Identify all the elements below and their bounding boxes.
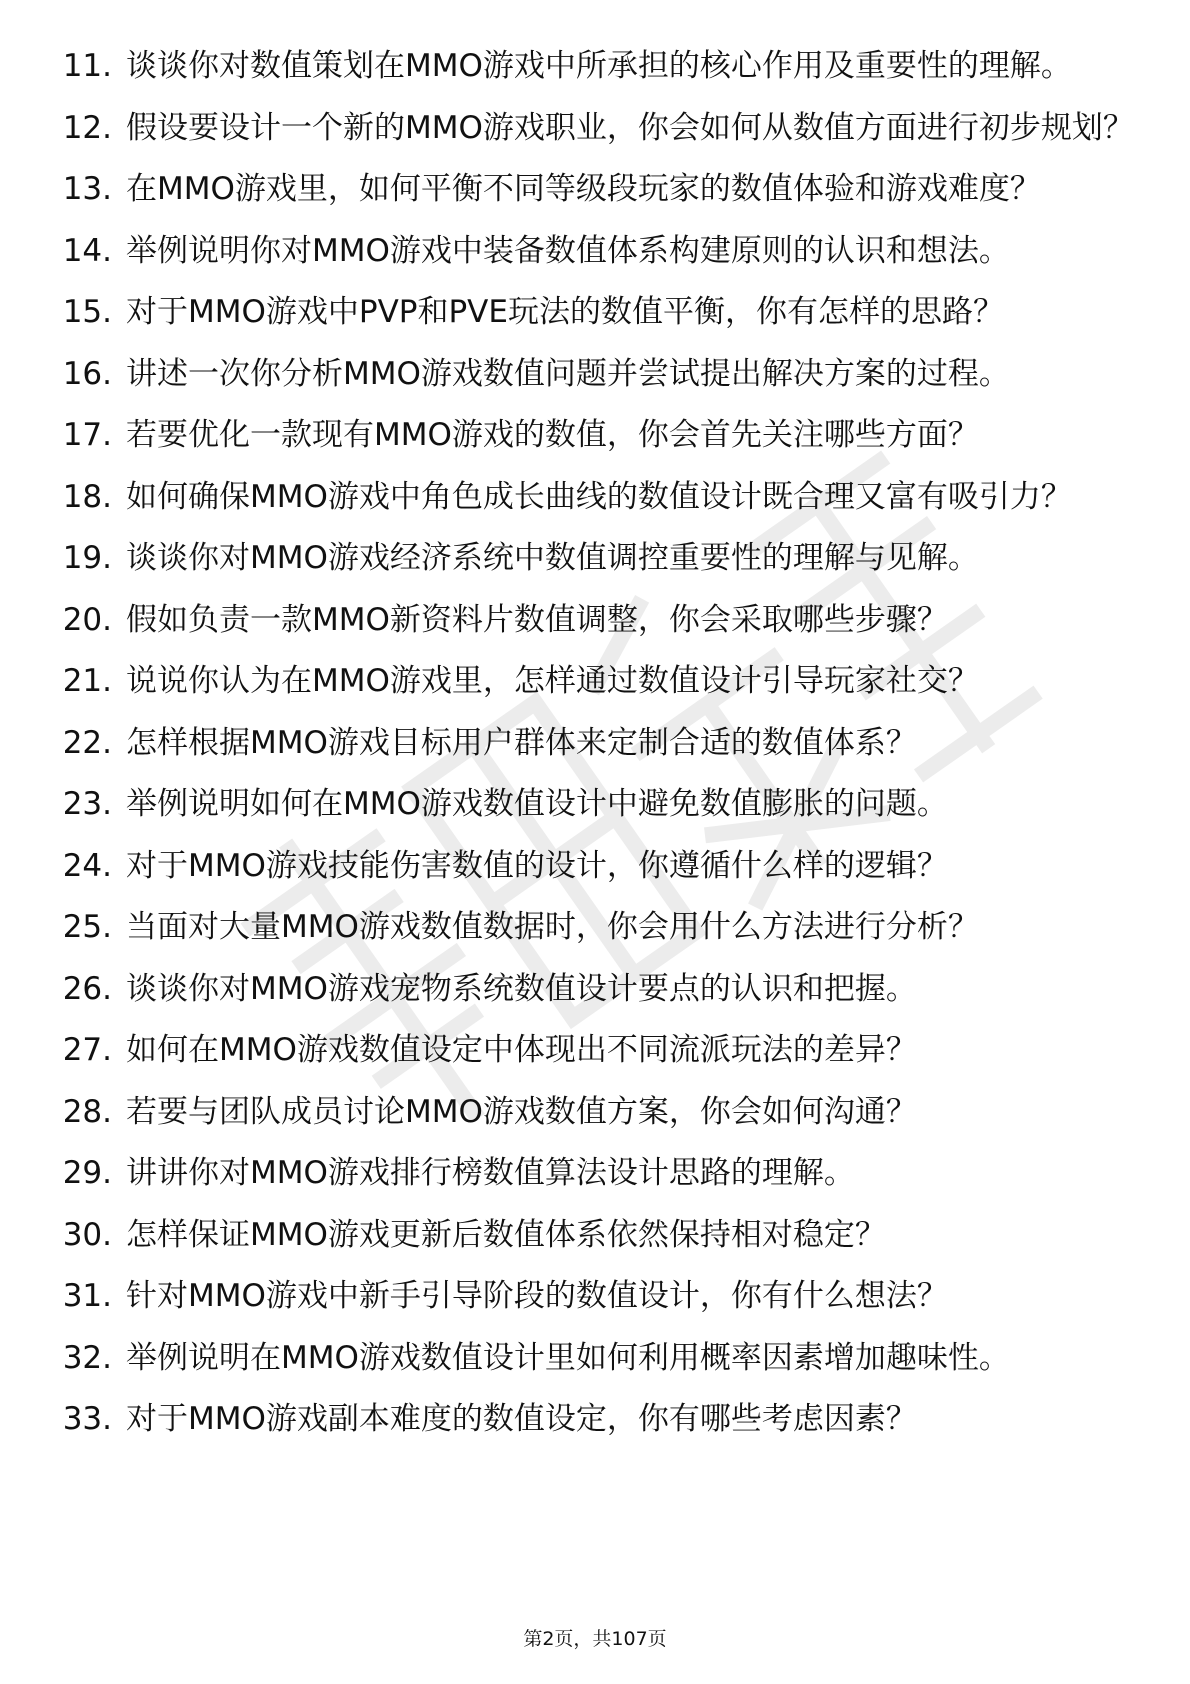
question-number: 20. bbox=[62, 601, 112, 638]
question-text: 举例说明你对MMO游戏中装备数值体系构建原则的认识和想法。 bbox=[126, 232, 1010, 269]
question-number: 25. bbox=[62, 909, 112, 945]
question-item bbox=[54, 477, 1144, 517]
question-text: 假设要设计一个新的MMO游戏职业，你会如何从数值方面进行初步规划？ bbox=[126, 109, 1134, 146]
question-number: 19. bbox=[62, 540, 112, 576]
question-number: 23. bbox=[62, 786, 112, 822]
question-item bbox=[54, 538, 1144, 578]
question-text: 说说你认为在MMO游戏里，怎样通过数值设计引导玩家社交？ bbox=[126, 663, 979, 699]
question-number: 22. bbox=[62, 724, 112, 761]
question-number: 18. bbox=[62, 478, 112, 515]
question-text: 对于MMO游戏中PVP和PVE玩法的数值平衡，你有怎样的思路？ bbox=[126, 294, 1004, 330]
question-item bbox=[54, 354, 1144, 394]
question-item bbox=[54, 600, 1144, 640]
question-item bbox=[54, 292, 1144, 332]
question-number: 21. bbox=[62, 663, 112, 699]
question-item bbox=[54, 231, 1144, 271]
question-text: 举例说明在MMO游戏数值设计里如何利用概率因素增加趣味性。 bbox=[126, 1339, 1010, 1376]
question-text: 在MMO游戏里，如何平衡不同等级段玩家的数值体验和游戏难度？ bbox=[126, 171, 1041, 207]
question-item bbox=[54, 1153, 1144, 1193]
question-text: 怎样保证MMO游戏更新后数值体系依然保持相对稳定？ bbox=[126, 1216, 886, 1253]
question-text: 举例说明如何在MMO游戏数值设计中避免数值膨胀的问题。 bbox=[126, 786, 948, 822]
question-number: 15. bbox=[62, 294, 112, 330]
question-number: 29. bbox=[62, 1155, 112, 1191]
question-text: 怎样根据MMO游戏目标用户群体来定制合适的数值体系？ bbox=[126, 724, 917, 761]
question-number: 16. bbox=[62, 355, 112, 392]
question-item bbox=[54, 1338, 1144, 1378]
question-number: 27. bbox=[62, 1032, 112, 1068]
question-text: 讲述一次你分析MMO游戏数值问题并尝试提出解决方案的过程。 bbox=[126, 355, 1010, 392]
question-item bbox=[54, 1276, 1144, 1316]
question-text: 假如负责一款MMO新资料片数值调整，你会采取哪些步骤？ bbox=[126, 601, 948, 638]
question-number: 17. bbox=[62, 417, 112, 453]
question-item bbox=[54, 846, 1144, 886]
question-number: 28. bbox=[62, 1093, 112, 1130]
question-text: 谈谈你对MMO游戏宠物系统数值设计要点的认识和把握。 bbox=[126, 970, 917, 1007]
question-text: 若要优化一款现有MMO游戏的数值，你会首先关注哪些方面？ bbox=[126, 417, 979, 453]
page-footer: 第2页，共107页 bbox=[523, 1628, 667, 1650]
question-text: 对于MMO游戏副本难度的数值设定，你有哪些考虑因素？ bbox=[126, 1401, 917, 1437]
question-number: 11. bbox=[62, 48, 112, 84]
question-text: 如何确保MMO游戏中角色成长曲线的数值设计既合理又富有吸引力？ bbox=[126, 478, 1072, 515]
question-item bbox=[54, 1215, 1144, 1255]
question-item bbox=[54, 661, 1144, 701]
question-number: 32. bbox=[62, 1339, 112, 1376]
question-item bbox=[54, 723, 1144, 763]
question-item bbox=[54, 1030, 1144, 1070]
question-number: 12. bbox=[62, 109, 112, 146]
question-text: 讲讲你对MMO游戏排行榜数值算法设计思路的理解。 bbox=[126, 1155, 855, 1191]
question-item bbox=[54, 415, 1144, 455]
question-text: 谈谈你对数值策划在MMO游戏中所承担的核心作用及重要性的理解。 bbox=[126, 48, 1072, 84]
question-item bbox=[54, 108, 1144, 148]
question-text: 针对MMO游戏中新手引导阶段的数值设计，你有什么想法？ bbox=[126, 1278, 948, 1314]
question-number: 14. bbox=[62, 232, 112, 269]
question-text: 对于MMO游戏技能伤害数值的设计，你遵循什么样的逻辑？ bbox=[126, 847, 948, 884]
question-number: 26. bbox=[62, 970, 112, 1007]
question-text: 谈谈你对MMO游戏经济系统中数值调控重要性的理解与见解。 bbox=[126, 540, 979, 576]
question-number: 30. bbox=[62, 1216, 112, 1253]
question-item bbox=[54, 784, 1144, 824]
question-item bbox=[54, 1092, 1144, 1132]
question-item bbox=[54, 46, 1144, 86]
question-number: 31. bbox=[62, 1278, 112, 1314]
question-text: 若要与团队成员讨论MMO游戏数值方案，你会如何沟通？ bbox=[126, 1093, 917, 1130]
question-item bbox=[54, 1399, 1144, 1439]
question-item bbox=[54, 169, 1144, 209]
question-number: 13. bbox=[62, 171, 112, 207]
question-item bbox=[54, 907, 1144, 947]
question-text: 当面对大量MMO游戏数值数据时，你会用什么方法进行分析？ bbox=[126, 909, 979, 945]
question-text: 如何在MMO游戏数值设定中体现出不同流派玩法的差异？ bbox=[126, 1032, 917, 1068]
question-number: 33. bbox=[62, 1401, 112, 1437]
question-item bbox=[54, 969, 1144, 1009]
question-list bbox=[54, 46, 1144, 1461]
question-number: 24. bbox=[62, 847, 112, 884]
